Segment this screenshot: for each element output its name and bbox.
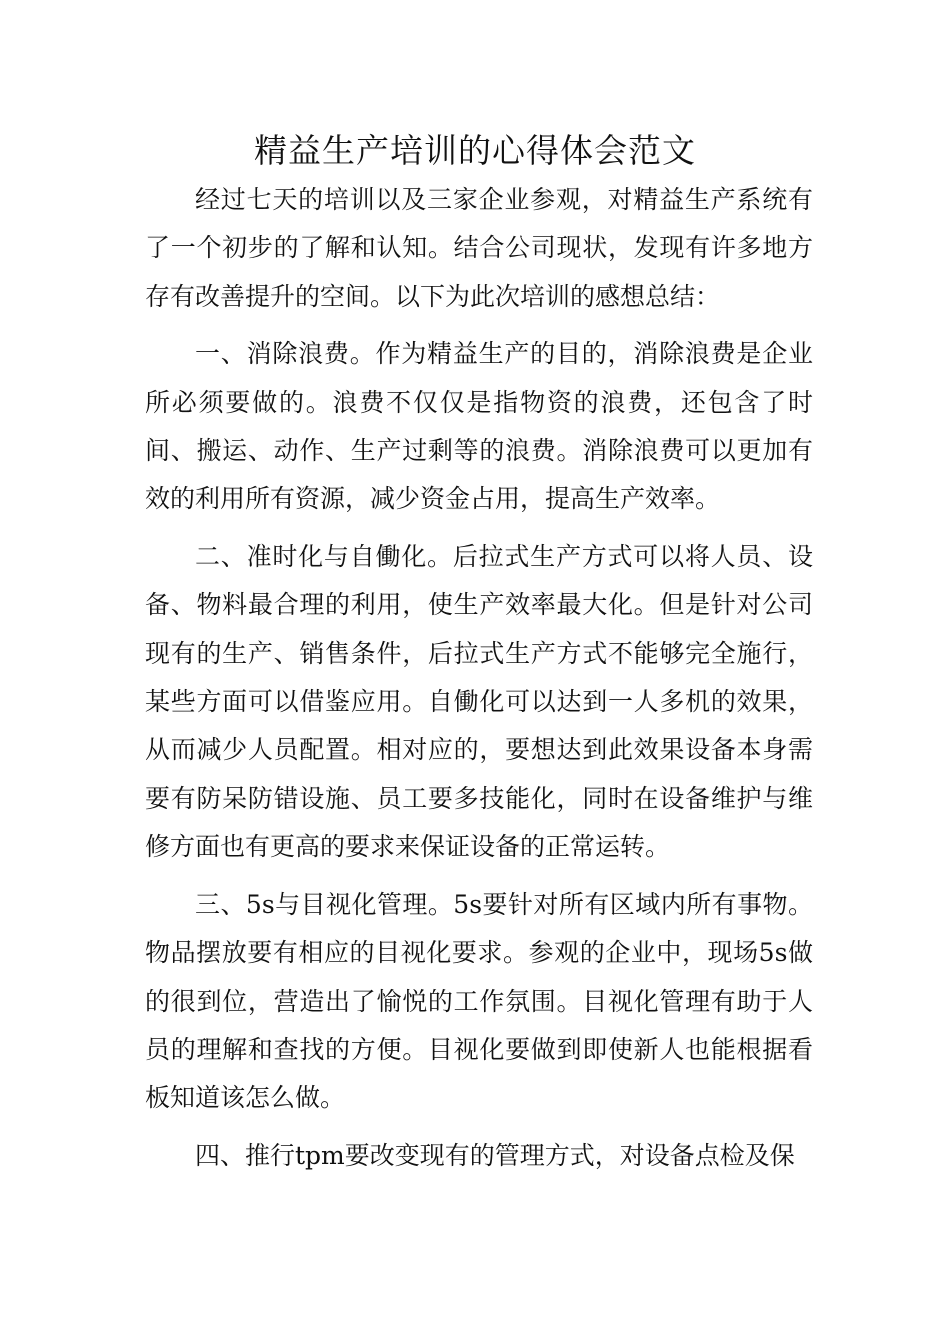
document-title: 精益生产培训的心得体会范文 xyxy=(254,131,696,170)
paragraph-tpm: 四、推行tpm要改变现有的管理方式，对设备点检及保 xyxy=(195,1140,795,1170)
paragraph-intro: 经过七天的培训以及三家企业参观，对精益生产系统有了一个初步的了解和认知。结合公司现状，发现有许多地方存有改善提升的空间。以下为此次培训的感想总结： xyxy=(145,185,813,311)
paragraph-5s-visual: 三、5s与目视化管理。5s要针对所有区域内所有事物。物品摆放要有相应的目视化要求。参观的企业中，现场5s做的很到位，营造出了愉悦的工作氛围。目视化管理有助于人员的理解和查找的方便。目视化要做到即使新人也能根据看板知道该怎么做。 xyxy=(145,889,813,1113)
paragraph-eliminate-waste: 一、消除浪费。作为精益生产的目的，消除浪费是企业所必须要做的。浪费不仅仅是指物资的浪费，还包含了时间、搬运、动作、生产过剩等的浪费。消除浪费可以更加有效的利用所有资源，减少资金占用，提高生产效率。 xyxy=(145,339,813,514)
paragraph-jit-jidoka: 二、准时化与自働化。后拉式生产方式可以将人员、设备、物料最合理的利用，使生产效率最大化。但是针对公司现有的生产、销售条件，后拉式生产方式不能够完全施行，某些方面可以借鉴应用。自働化可以达到一人多机的效果，从而减少人员配置。相对应的，要想达到此效果设备本身需要有防呆防错设施、员工要多技能化，同时在设备维护与维修方面也有更高的要求来保证设备的正常运转。 xyxy=(145,541,813,862)
document-body xyxy=(145,176,813,1180)
